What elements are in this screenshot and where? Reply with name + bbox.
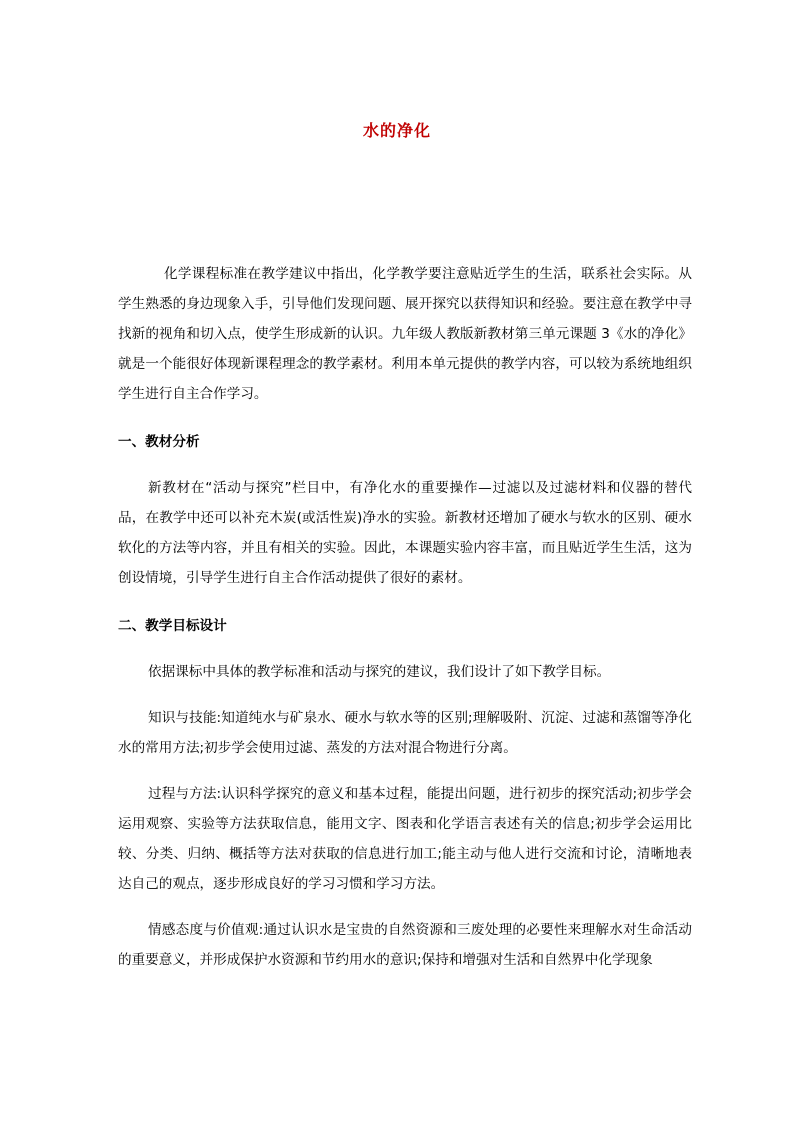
section-heading-textbook-analysis: 一、教材分析 (118, 434, 200, 450)
document-title: 水的净化 (362, 121, 431, 140)
process-methods-paragraph: 过程与方法:认识科学探究的意义和基本过程，能提出问题，进行初步的探究活动;初步学会运用观察、实验等方法获取信息，能用文字、图表和化学语言表述有关的信息;初步学会运用比较、分类、归纳、概括等方法对获取的信息进行加工;能主动与他人进行交流和讨论，清晰地表达自己的观点，逐步形成良好的学习习惯和学习方法。 (118, 786, 692, 892)
section-heading-teaching-goals: 二、教学目标设计 (118, 618, 227, 634)
textbook-analysis-paragraph: 新教材在“活动与探究”栏目中，有净化水的重要操作—过滤以及过滤材料和仪器的替代品，在教学中还可以补充木炭(或活性炭)净水的实验。新教材还增加了硬水与软水的区别、硬水软化的方法等内容，并且有相关的实验。因此，本课题实验内容丰富，而且贴近学生生活，这为创设情境，引导学生进行自主合作活动提供了很好的素材。 (118, 480, 692, 586)
knowledge-skills-paragraph: 知识与技能:知道纯水与矿泉水、硬水与软水等的区别;理解吸附、沉淀、过滤和蒸馏等净化水的常用方法;初步学会使用过滤、蒸发的方法对混合物进行分离。 (118, 710, 692, 756)
emotion-values-paragraph: 情感态度与价值观:通过认识水是宝贵的自然资源和三废处理的必要性来理解水对生命活动的重要意义，并形成保护水资源和节约用水的意识;保持和增强对生活和自然界中化学现象 (118, 922, 692, 968)
teaching-goals-intro-paragraph: 依据课标中具体的教学标准和活动与探究的建议，我们设计了如下教学目标。 (148, 664, 611, 680)
intro-paragraph: 化学课程标准在教学建议中指出，化学教学要注意贴近学生的生活，联系社会实际。从学生熟悉的身边现象入手，引导他们发现问题、展开探究以获得知识和经验。要注意在教学中寻找新的视角和切入点，使学生形成新的认识。九年级人教版新教材第三单元课题 3《水的净化》就是一个能很好体现新课程理念的教学素材。利用本单元提供的教学内容，可以较为系统地组织学生进行自主合作学习。 (118, 266, 692, 402)
document-body (118, 259, 692, 975)
